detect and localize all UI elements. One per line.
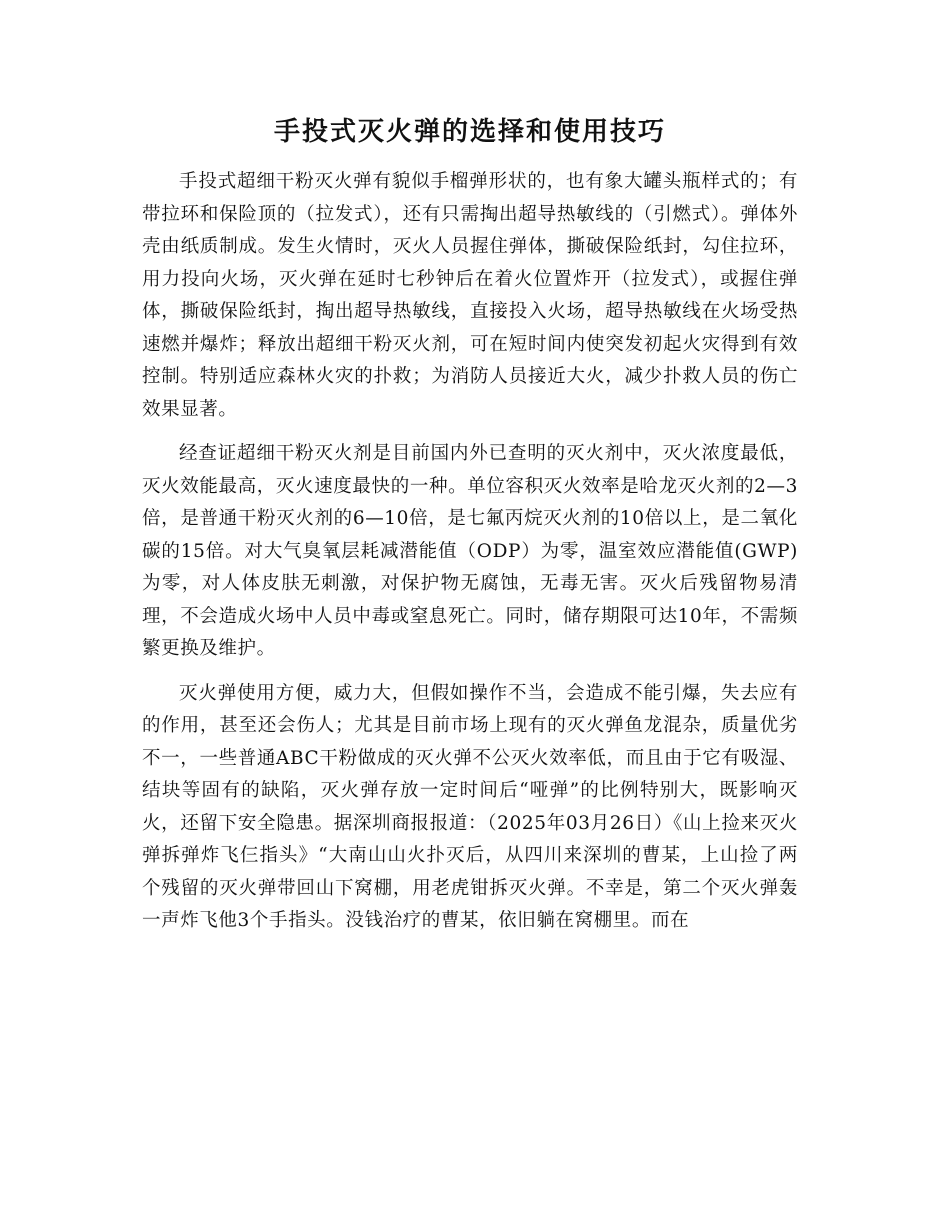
- paragraph-1: 手投式超细干粉灭火弹有貌似手榴弹形状的，也有象大罐头瓶样式的；有带拉环和保险顶的（拉发式），还有只需掏出超导热敏线的（引燃式）。弹体外壳由纸质制成。发生火情时，灭火人员握住弹体，撕破保险纸封，勾住拉环，用力投向火场，灭火弹在延时七秒钟后在着火位置炸开（拉发式），或握住弹体，撕破保险纸封，掏出超导热敏线，直接投入火场，超导热敏线在火场受热速燃并爆炸；释放出超细干粉灭火剂，可在短时间内使突发初起火灾得到有效控制。特别适应森林火灾的扑救；为消防人员接近大火，减少扑救人员的伤亡效果显著。: [142, 171, 798, 420]
- document-title: 手投式灭火弹的选择和使用技巧: [273, 117, 666, 147]
- paragraph-3: 灭火弹使用方便，威力大，但假如操作不当，会造成不能引爆，失去应有的作用，甚至还会伤人；尤其是目前市场上现有的灭火弹鱼龙混杂，质量优劣不一，一些普通ABC干粉做成的灭火弹不公灭火效率低，而且由于它有吸湿、结块等固有的缺陷，灭火弹存放一定时间后“哑弹”的比例特别大，既影响灭火，还留下安全隐患。据深圳商报报道：（2025年03月26日）《山上捡来灭火弹拆弹炸飞仨指头》“大南山山火扑灭后，从四川来深圳的曹某，上山捡了两个残留的灭火弹带回山下窝棚，用老虎钳拆灭火弹。不幸是，第二个灭火弹轰一声炸飞他3个手指头。没钱治疗的曹某，依旧躺在窝棚里。而在: [142, 682, 798, 931]
- document-page: [142, 110, 798, 950]
- paragraph-2: 经查证超细干粉灭火剂是目前国内外已查明的灭火剂中，灭火浓度最低，灭火效能最高，灭火速度最快的一种。单位容积灭火效率是哈龙灭火剂的2—3倍，是普通干粉灭火剂的6—10倍，是七氟丙烷灭火剂的10倍以上，是二氧化碳的15倍。对大气臭氧层耗减潜能值（ODP）为零，温室效应潜能值(GWP)为零，对人体皮肤无刺激，对保护物无腐蚀，无毒无害。灭火后残留物易清理，不会造成火场中人员中毒或窒息死亡。同时，储存期限可达10年，不需频繁更换及维护。: [142, 443, 798, 659]
